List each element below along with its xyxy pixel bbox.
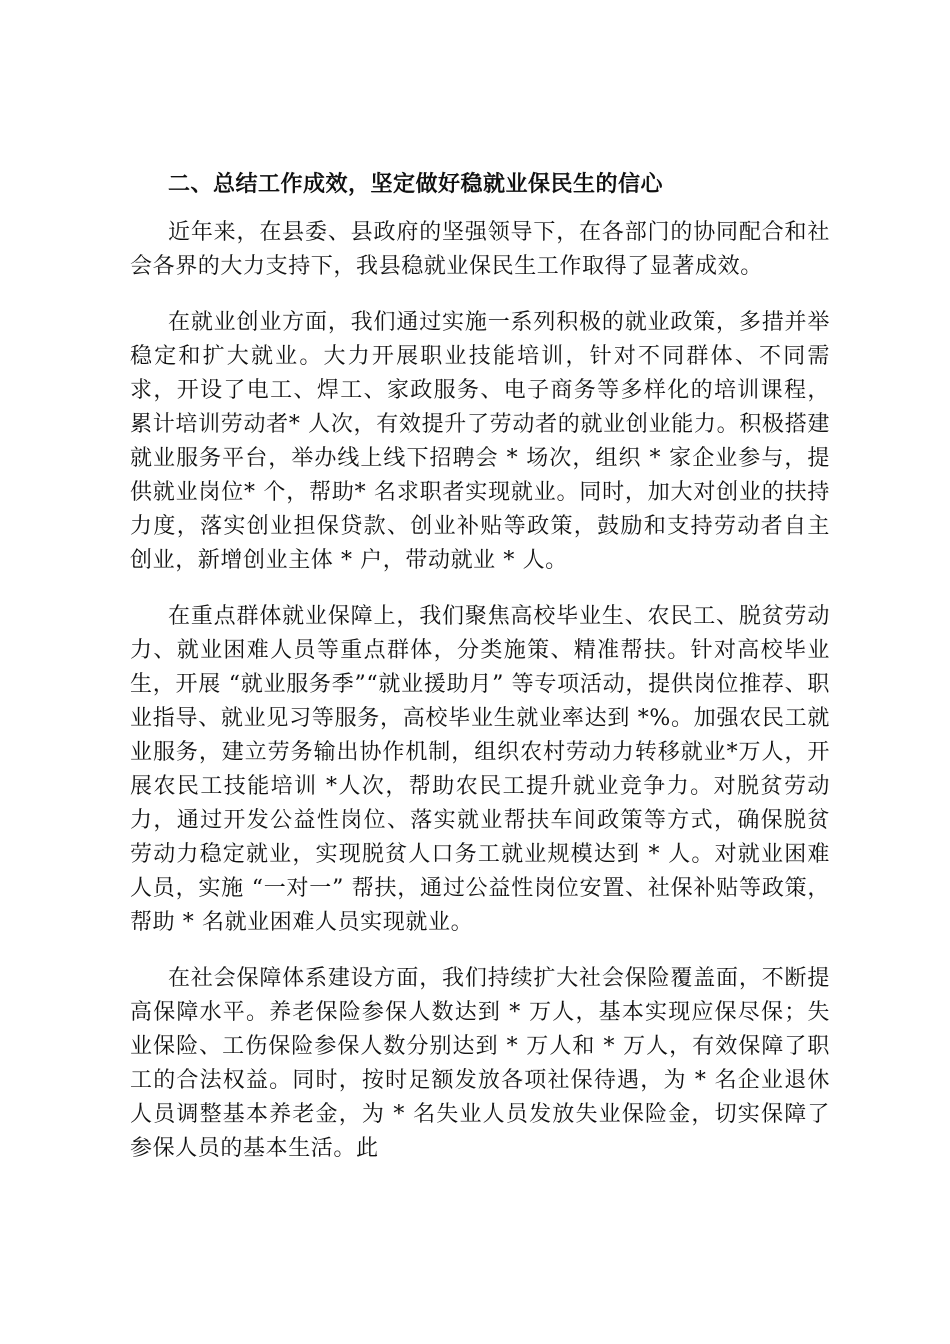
- paragraph-employment-entrepreneurship: 在就业创业方面，我们通过实施一系列积极的就业政策，多措并举稳定和扩大就业。大力开展职业技能培训，针对不同群体、不同需求，开设了电工、焊工、家政服务、电子商务等多样化的培训课程，累计培训劳动者* 人次，有效提升了劳动者的就业创业能力。积极搭建就业服务平台，举办线上线下招聘会 * 场次，组织 * 家企业参与，提供就业岗位* 个，帮助* 名求职者实现就业。同时，加大对创业的扶持力度，落实创业担保贷款、创业补贴等政策，鼓励和支持劳动者自主创业，新增创业主体 * 户，带动就业 * 人。: [130, 310, 830, 573]
- paragraph-social-security: 在社会保障体系建设方面，我们持续扩大社会保险覆盖面，不断提高保障水平。养老保险参保人数达到 * 万人，基本实现应保尽保；失业保险、工伤保险参保人数分别达到 * 万人和 * 万人，有效保障了职工的合法权益。同时，按时足额发放各项社保待遇，为 * 名企业退休人员调整基本养老金，为 * 名失业人员发放失业保险金，切实保障了参保人员的基本生活。此: [130, 966, 830, 1161]
- paragraph-key-groups: 在重点群体就业保障上，我们聚焦高校毕业生、农民工、脱贫劳动力、就业困难人员等重点群体，分类施策、精准帮扶。针对高校毕业生，开展 “就业服务季”“就业援助月” 等专项活动，提供岗位推荐、职业指导、就业见习等服务，高校毕业生就业率达到 *%。加强农民工就业服务，建立劳务输出协作机制，组织农村劳动力转移就业*万人，开展农民工技能培训 *人次，帮助农民工提升就业竞争力。对脱贫劳动力，通过开发公益性岗位、落实就业帮扶车间政策等方式，确保脱贫劳动力稳定就业，实现脱贫人口务工就业规模达到 * 人。对就业困难人员，实施 “一对一” 帮扶，通过公益性岗位安置、社保补贴等政策，帮助 * 名就业困难人员实现就业。: [130, 604, 830, 935]
- section-heading: 二、总结工作成效，坚定做好稳就业保民生的信心: [168, 172, 664, 197]
- paragraph-achievements-intro: 近年来，在县委、县政府的坚强领导下，在各部门的协同配合和社会各界的大力支持下，我县稳就业保民生工作取得了显著成效。: [130, 220, 830, 279]
- document-page: [130, 168, 830, 1188]
